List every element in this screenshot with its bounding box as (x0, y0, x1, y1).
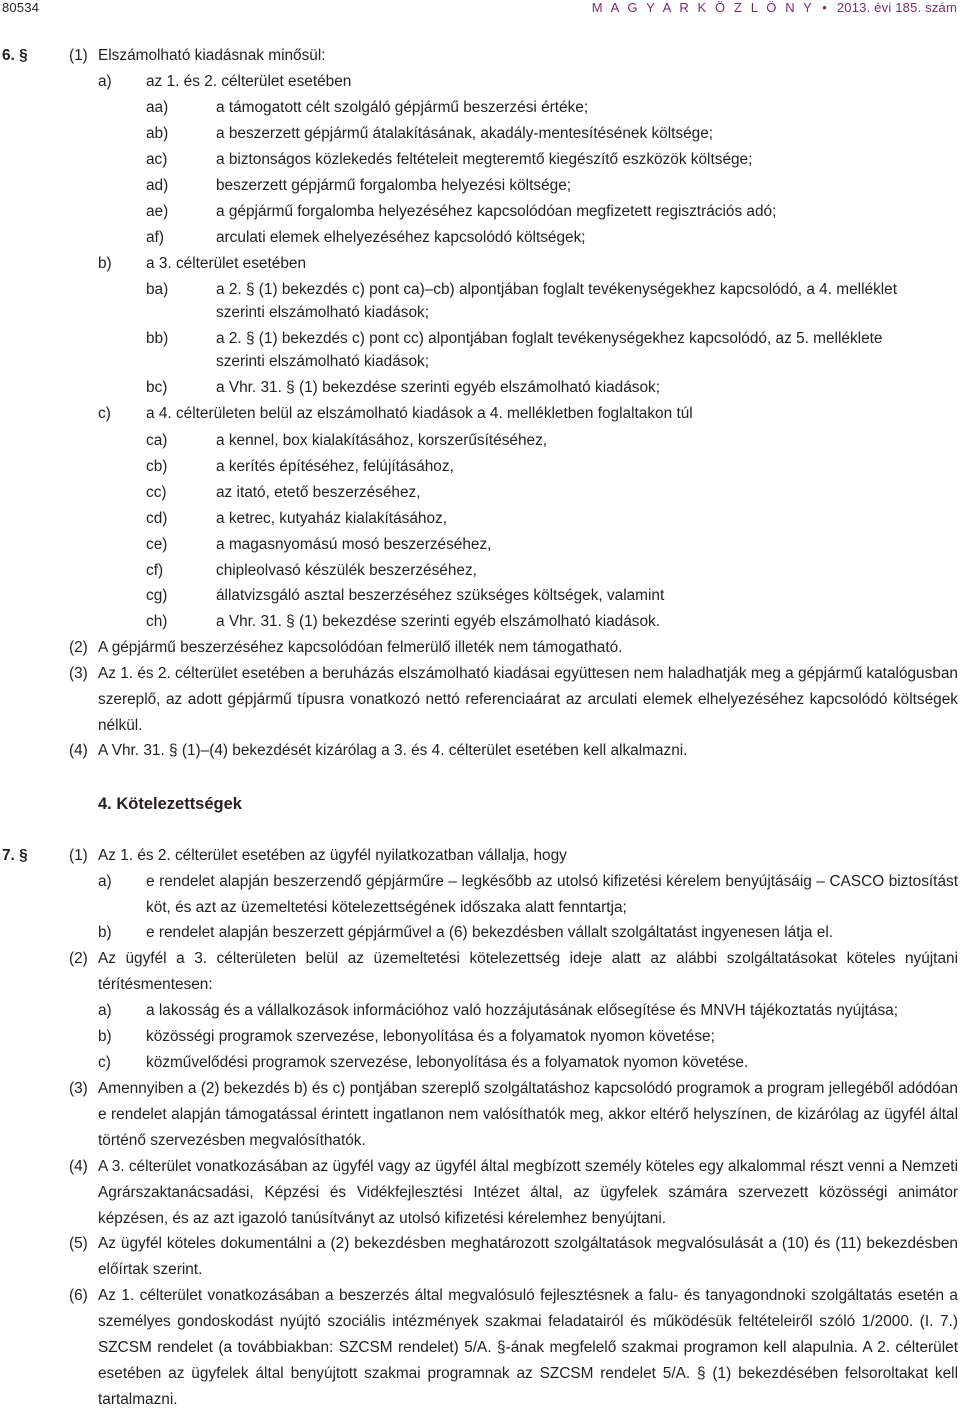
s6-cd-text: a ketrec, kutyaház kialakításához, (216, 510, 447, 527)
s6-ae-label: ae) (146, 203, 169, 220)
s7-p3-text: Amennyiben a (2) bekezdés b) és c) pontjában szereplő szolgáltatáshoz kapcsolódó programok a program jellegéből adódóan e rendelet alapján támogatással érintett ingatlanon nem valósíthatók meg, akkor eltérő helyszínen, de kizárólag az ügyfél által történő szervezésben megvalósíthatók. (98, 1080, 958, 1149)
section-heading-kotelezettsegek: 4. Kötelezettségek (98, 795, 242, 813)
s6-p1-text: Elszámolható kiadásnak minősül: (98, 47, 326, 64)
s7-p1-number: (1) (69, 847, 88, 864)
s6-p4-number: (4) (69, 742, 88, 759)
s6-cd-label: cd) (146, 510, 168, 527)
s6-ab-label: ab) (146, 125, 169, 142)
s7-p2-a-label: a) (98, 1002, 112, 1019)
s6-point-b-label: b) (98, 255, 112, 272)
s6-bb-label: bb) (146, 330, 169, 347)
s6-cc-text: az itató, etető beszerzéséhez, (216, 484, 421, 501)
s6-ba-line1: a 2. § (1) bekezdés c) pont ca)–cb) alpontjában foglalt tevékenységekhez kapcsolódó, a 4. melléklet (216, 281, 898, 298)
s6-cb-label: cb) (146, 458, 168, 475)
s6-bb-line2: szerinti elszámolható kiadások; (216, 353, 430, 370)
s7-p2-number: (2) (69, 950, 88, 967)
running-header (592, 0, 957, 15)
s7-p2-text: Az ügyfél a 3. célterületen belül az üzemeltetési kötelezettség ideje alatt az alábbi szolgáltatásokat köteles nyújtani térítésmentesen: (98, 950, 958, 993)
s6-cb-text: a kerítés építéséhez, felújításához, (216, 458, 454, 475)
s6-cf-text: chipleolvasó készülék beszerzéséhez, (216, 562, 477, 579)
journal-name: M A G Y A R K Ö Z L Ö N Y (591, 0, 815, 15)
s6-ad-text: beszerzett gépjármű forgalomba helyezési költsége; (216, 177, 572, 194)
s6-p2-text: A gépjármű beszerzéséhez kapcsolódóan felmerülő illeték nem támogatható. (98, 639, 623, 656)
s6-ac-label: ac) (146, 151, 168, 168)
s6-ba-label: ba) (146, 281, 169, 298)
s6-af-label: af) (146, 229, 164, 246)
s6-bc-label: bc) (146, 379, 168, 396)
s6-ch-label: ch) (146, 613, 168, 630)
header-bullet: • (822, 0, 828, 15)
s6-p2-number: (2) (69, 639, 88, 656)
page-number: 80534 (2, 0, 40, 15)
s6-ab-text: a beszerzett gépjármű átalakításának, akadály-mentesítésének költsége; (216, 125, 714, 142)
s7-p1-text: Az 1. és 2. célterület esetében az ügyfél nyilatkozatban vállalja, hogy (98, 847, 567, 864)
s7-p6-text: Az 1. célterület vonatkozásában a beszerzés által megvalósuló fejlesztésnek a falu- és tanyagondnoki szolgáltatás esetén a személyes gondoskodást nyújtó szociális intézmények szakmai feladatairól és működésük feltételeiről szóló 1/2000. (I. 7.) SZCSM rendelet (a továbbiakban: SZCSM rendelet) 5/A. §-ának megfelelő szakmai programon kell alapulnia. A 2. célterület esetében az ügyfelek által benyújtott szakmai programnak az SZCSM rendelet 5/A. § (1) bekezdésében felsoroltakat kell tartalmazni. (98, 1287, 958, 1408)
s7-p5-number: (5) (69, 1235, 88, 1252)
s6-ce-text: a magasnyomású mosó beszerzéséhez, (216, 536, 492, 553)
s6-point-b-text: a 3. célterület esetében (146, 255, 307, 272)
s6-point-a-label: a) (98, 73, 112, 90)
s7-p4-number: (4) (69, 1158, 88, 1175)
s7-p2-c-label: c) (98, 1054, 111, 1071)
s7-p2-c-text: közművelődési programok szervezése, lebonyolítása és a folyamatok nyomon követése. (146, 1054, 749, 1071)
s6-af-text: arculati elemek elhelyezéséhez kapcsolódó költségek; (216, 229, 586, 246)
s7-p1-a-text: e rendelet alapján beszerzendő gépjárműre – legkésőbb az utolsó kifizetési kérelem benyújtásáig – CASCO biztosítást köt, és azt az üzemeltetési kötelezettségének időszaka alatt fenntartja; (146, 873, 958, 916)
s6-aa-label: aa) (146, 99, 169, 116)
s6-cf-label: cf) (146, 562, 164, 579)
s6-ca-text: a kennel, box kialakításához, korszerűsítéséhez, (216, 432, 548, 449)
section-7-number: 7. § (2, 847, 28, 864)
s6-p1-number: (1) (69, 47, 88, 64)
s6-p3-text: Az 1. és 2. célterület esetében a beruházás elszámolható kiadásai együttesen nem haladhatják meg a gépjármű katalógusban szereplő, az adott gépjármű típusra vonatkozó nettó referenciaárat az arculati elemek elhelyezéséhez kapcsolódó költségek nélkül. (98, 665, 958, 734)
s6-ad-label: ad) (146, 177, 169, 194)
s6-point-a-text: az 1. és 2. célterület esetében (146, 73, 352, 90)
s7-p1-b-text: e rendelet alapján beszerzett gépjárművel a (6) bekezdésben vállalt szolgáltatást ingyenesen látja el. (146, 924, 834, 941)
s7-p1-a-label: a) (98, 873, 112, 890)
s6-cg-label: cg) (146, 587, 168, 604)
s6-point-c-label: c) (98, 405, 111, 422)
s7-p3-number: (3) (69, 1080, 88, 1097)
s7-p2-b-text: közösségi programok szervezése, lebonyolítása és a folyamatok nyomon követése; (146, 1028, 715, 1045)
s6-cg-text: állatvizsgáló asztal beszerzéséhez szükséges költségek, valamint (216, 587, 665, 604)
s6-point-c-text: a 4. célterületen belül az elszámolható kiadások a 4. mellékletben foglaltakon túl (146, 405, 693, 422)
s7-p2-a-text: a lakosság és a vállalkozások információhoz való hozzájutásának elősegítése és MNVH tájékoztatás nyújtása; (146, 1002, 898, 1019)
s6-ac-text: a biztonságos közlekedés feltételeit megteremtő kiegészítő eszközök költsége; (216, 151, 753, 168)
s7-p2-b-label: b) (98, 1028, 112, 1045)
s6-bc-line1: a Vhr. 31. § (1) bekezdése szerinti egyéb elszámolható kiadások; (216, 379, 661, 396)
s6-cc-label: cc) (146, 484, 167, 501)
s6-ca-label: ca) (146, 432, 168, 449)
s6-aa-text: a támogatott célt szolgáló gépjármű beszerzési értéke; (216, 99, 589, 116)
s7-p5-text: Az ügyfél köteles dokumentálni a (2) bekezdésben meghatározott szolgáltatások megvalósulását a (10) és (11) bekezdésben előírtak szerint. (98, 1235, 958, 1278)
s7-p1-b-label: b) (98, 924, 112, 941)
section-6-number: 6. § (2, 47, 28, 64)
s6-ce-label: ce) (146, 536, 168, 553)
s6-bb-line1: a 2. § (1) bekezdés c) pont cc) alpontjában foglalt tevékenységekhez kapcsolódó, az 5. melléklete (216, 330, 883, 347)
s6-ae-text: a gépjármű forgalomba helyezéséhez kapcsolódóan megfizetett regisztrációs adó; (216, 203, 777, 220)
s6-ch-text: a Vhr. 31. § (1) bekezdése szerinti egyéb elszámolható kiadások. (216, 613, 661, 630)
s6-p3-number: (3) (69, 665, 88, 682)
s7-p6-number: (6) (69, 1287, 88, 1304)
s6-p4-text: A Vhr. 31. § (1)–(4) bekezdését kizárólag a 3. és 4. célterület esetében kell alkalmazni. (98, 742, 688, 759)
s6-ba-line2: szerinti elszámolható kiadások; (216, 304, 430, 321)
issue-number: 2013. évi 185. szám (836, 0, 957, 15)
s7-p4-text: A 3. célterület vonatkozásában az ügyfél vagy az ügyfél által megbízott személy köteles egy alkalommal részt venni a Nemzeti Agrárszaktanácsadási, Képzési és Vidékfejlesztési Intézet által, az ügyfelek számára szervezett közösségi animátor képzésen, és az azt igazoló tanúsítványt az utolsó kifizetési kérelemhez benyújtani. (98, 1158, 958, 1227)
